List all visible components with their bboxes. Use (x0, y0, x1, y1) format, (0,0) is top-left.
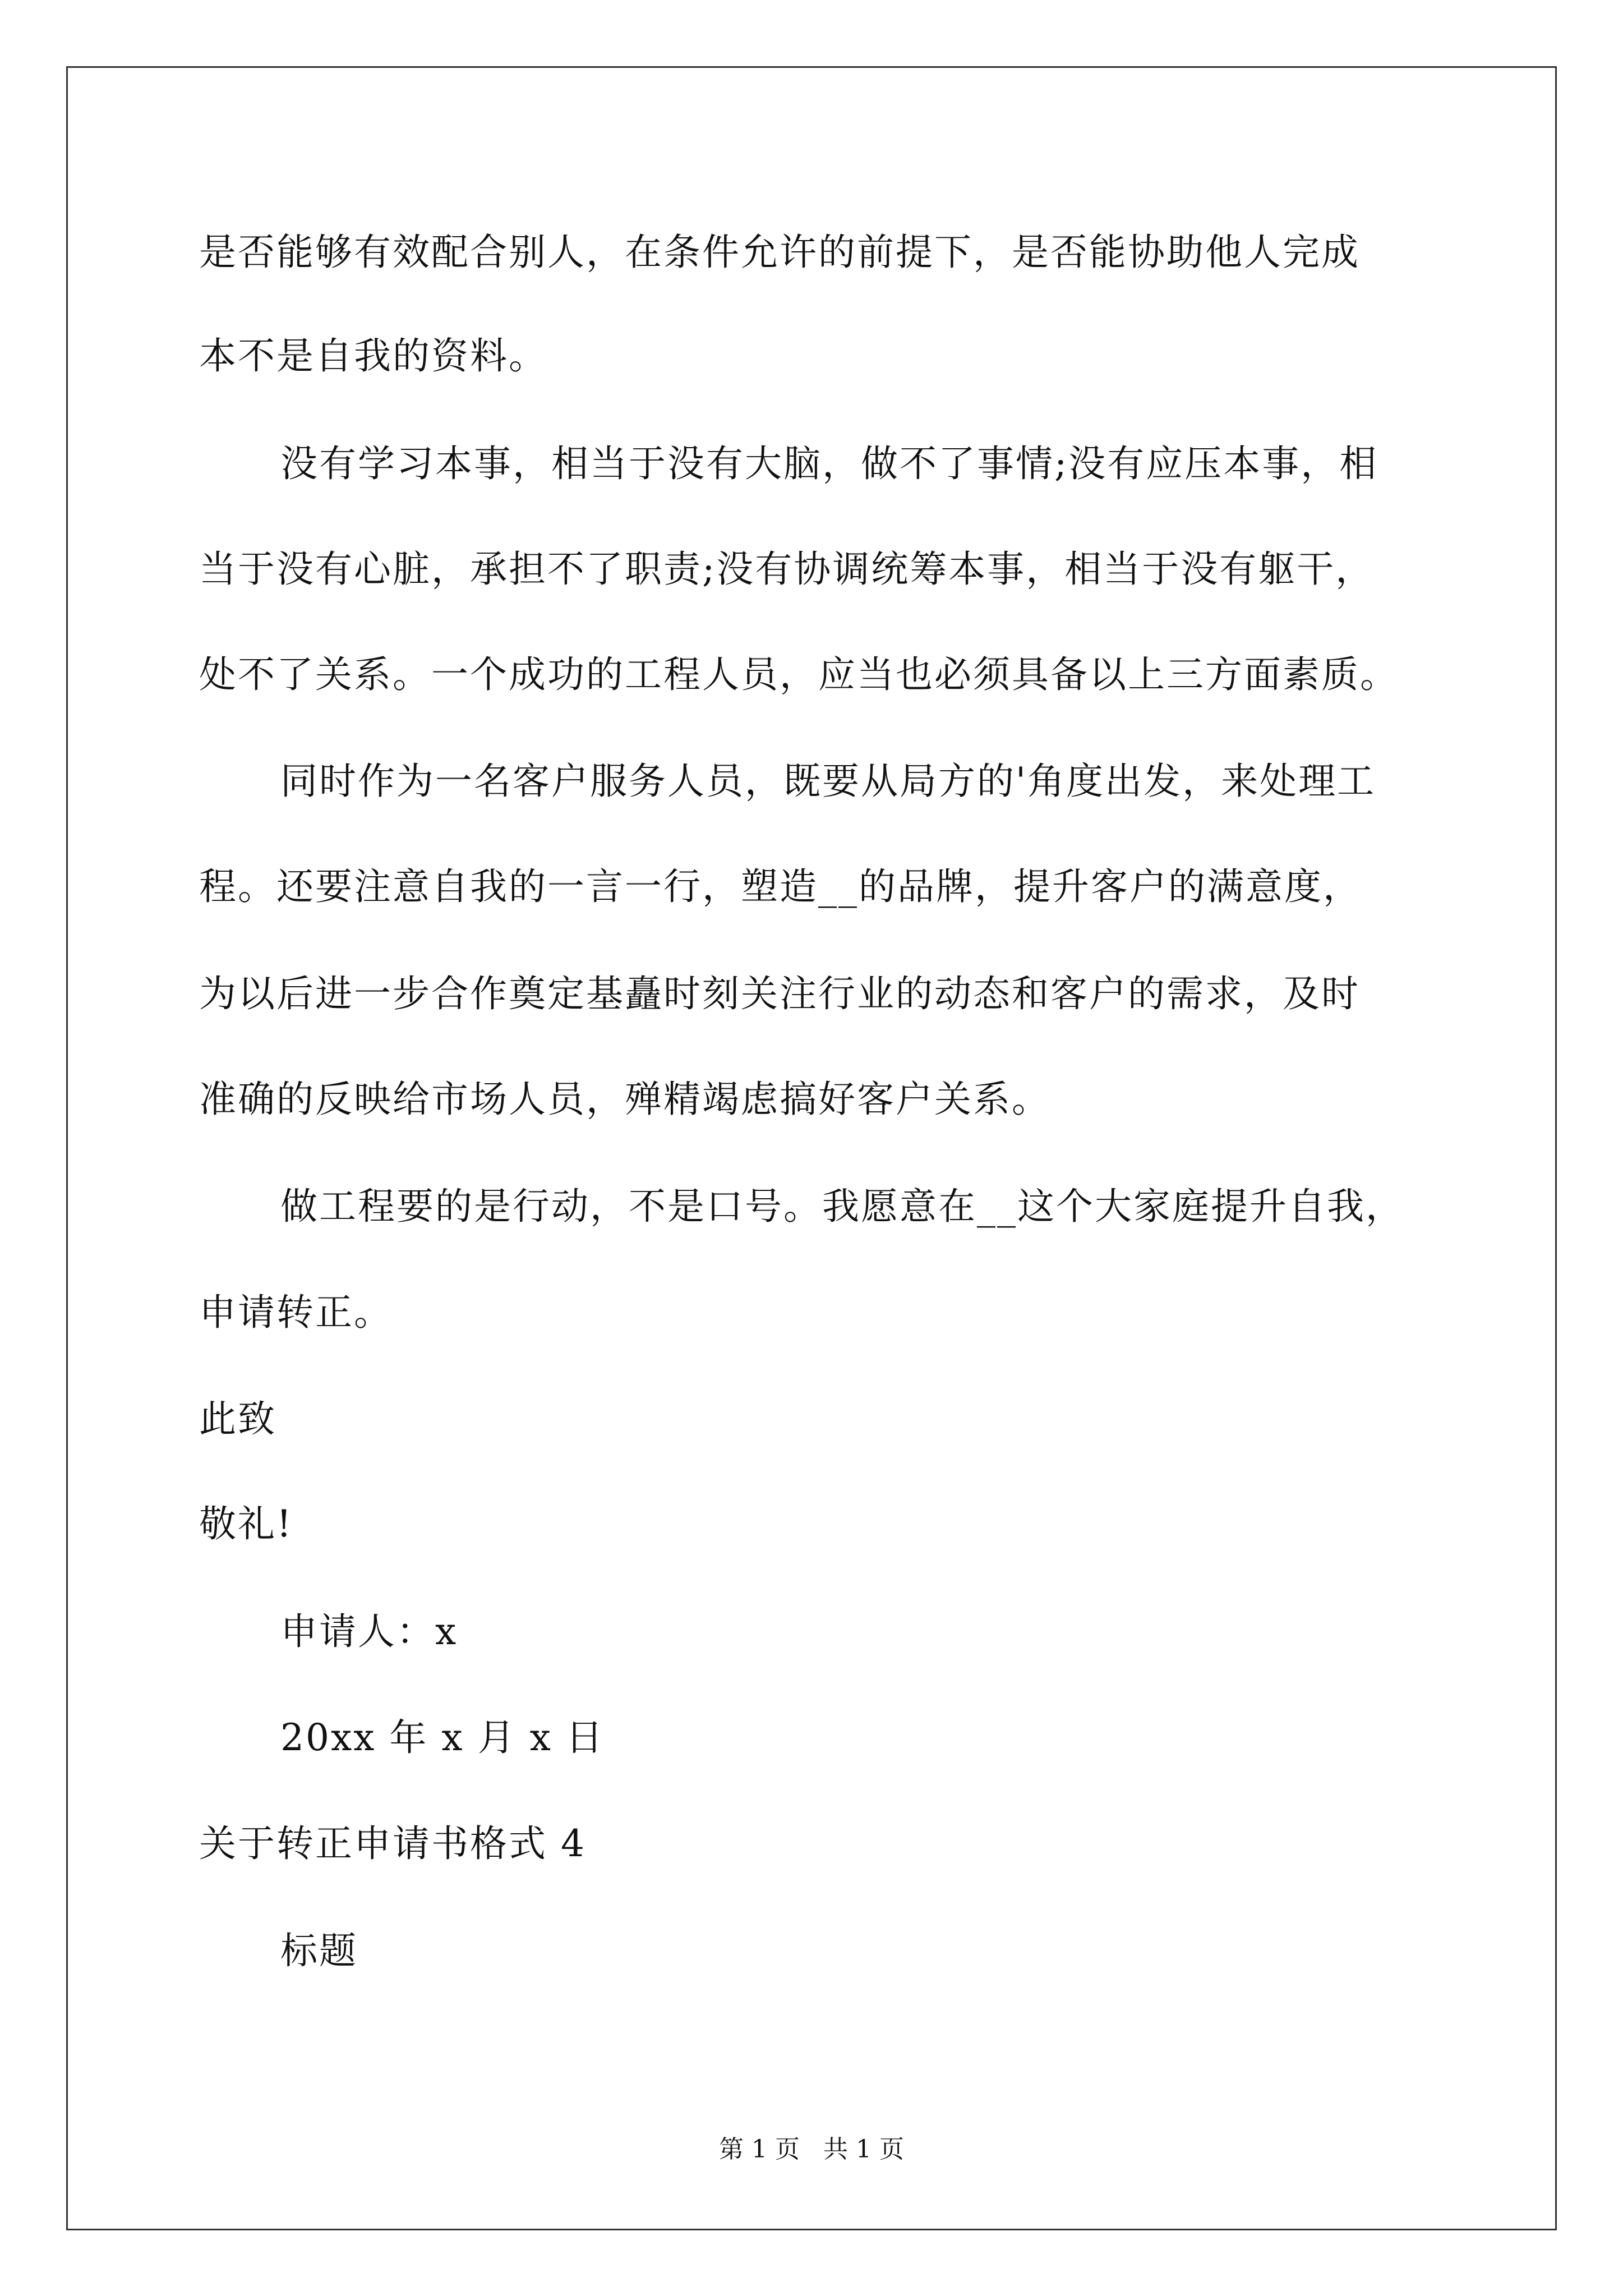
text-line-5: 处不了关系。一个成功的工程人员，应当也必须具备以上三方面素质。 (199, 653, 1399, 696)
text-line-1: 是否能够有效配合别人，在条件允许的前提下，是否能协助他人完成 (199, 231, 1360, 274)
text-line-3: 没有学习本事，相当于没有大脑，做不了事情;没有应压本事，相 (280, 442, 1378, 485)
text-line-10: 做工程要的是行动，不是口号。我愿意在__这个大家庭提升自我， (280, 1185, 1404, 1228)
text-line-6: 同时作为一名客户服务人员，既要从局方的'角度出发，来处理工 (280, 760, 1376, 803)
closing-salutation: 此致 (199, 1397, 276, 1441)
text-line-8: 为以后进一步合作奠定基矗时刻关注行业的动态和客户的需求，及时 (199, 972, 1360, 1015)
subheading-title: 标题 (280, 1929, 358, 1972)
closing-regards: 敬礼! (199, 1502, 293, 1545)
text-line-9: 准确的反映给市场人员，殚精竭虑搞好客户关系。 (199, 1078, 1050, 1121)
section-heading: 关于转正申请书格式 4 (199, 1822, 586, 1865)
page-footer: 第 1 页 共 1 页 (719, 2135, 904, 2164)
text-line-2: 本不是自我的资料。 (199, 334, 547, 378)
text-line-4: 当于没有心脏，承担不了职责;没有协调统筹本事，相当于没有躯干， (199, 547, 1375, 591)
page-border (66, 66, 1557, 2230)
date-line: 20xx 年 x 月 x 日 (280, 1716, 605, 1759)
text-line-7: 程。还要注意自我的一言一行，塑造__的品牌，提升客户的满意度， (199, 865, 1362, 908)
text-line-11: 申请转正。 (199, 1291, 393, 1334)
applicant-line: 申请人：x (280, 1610, 458, 1653)
